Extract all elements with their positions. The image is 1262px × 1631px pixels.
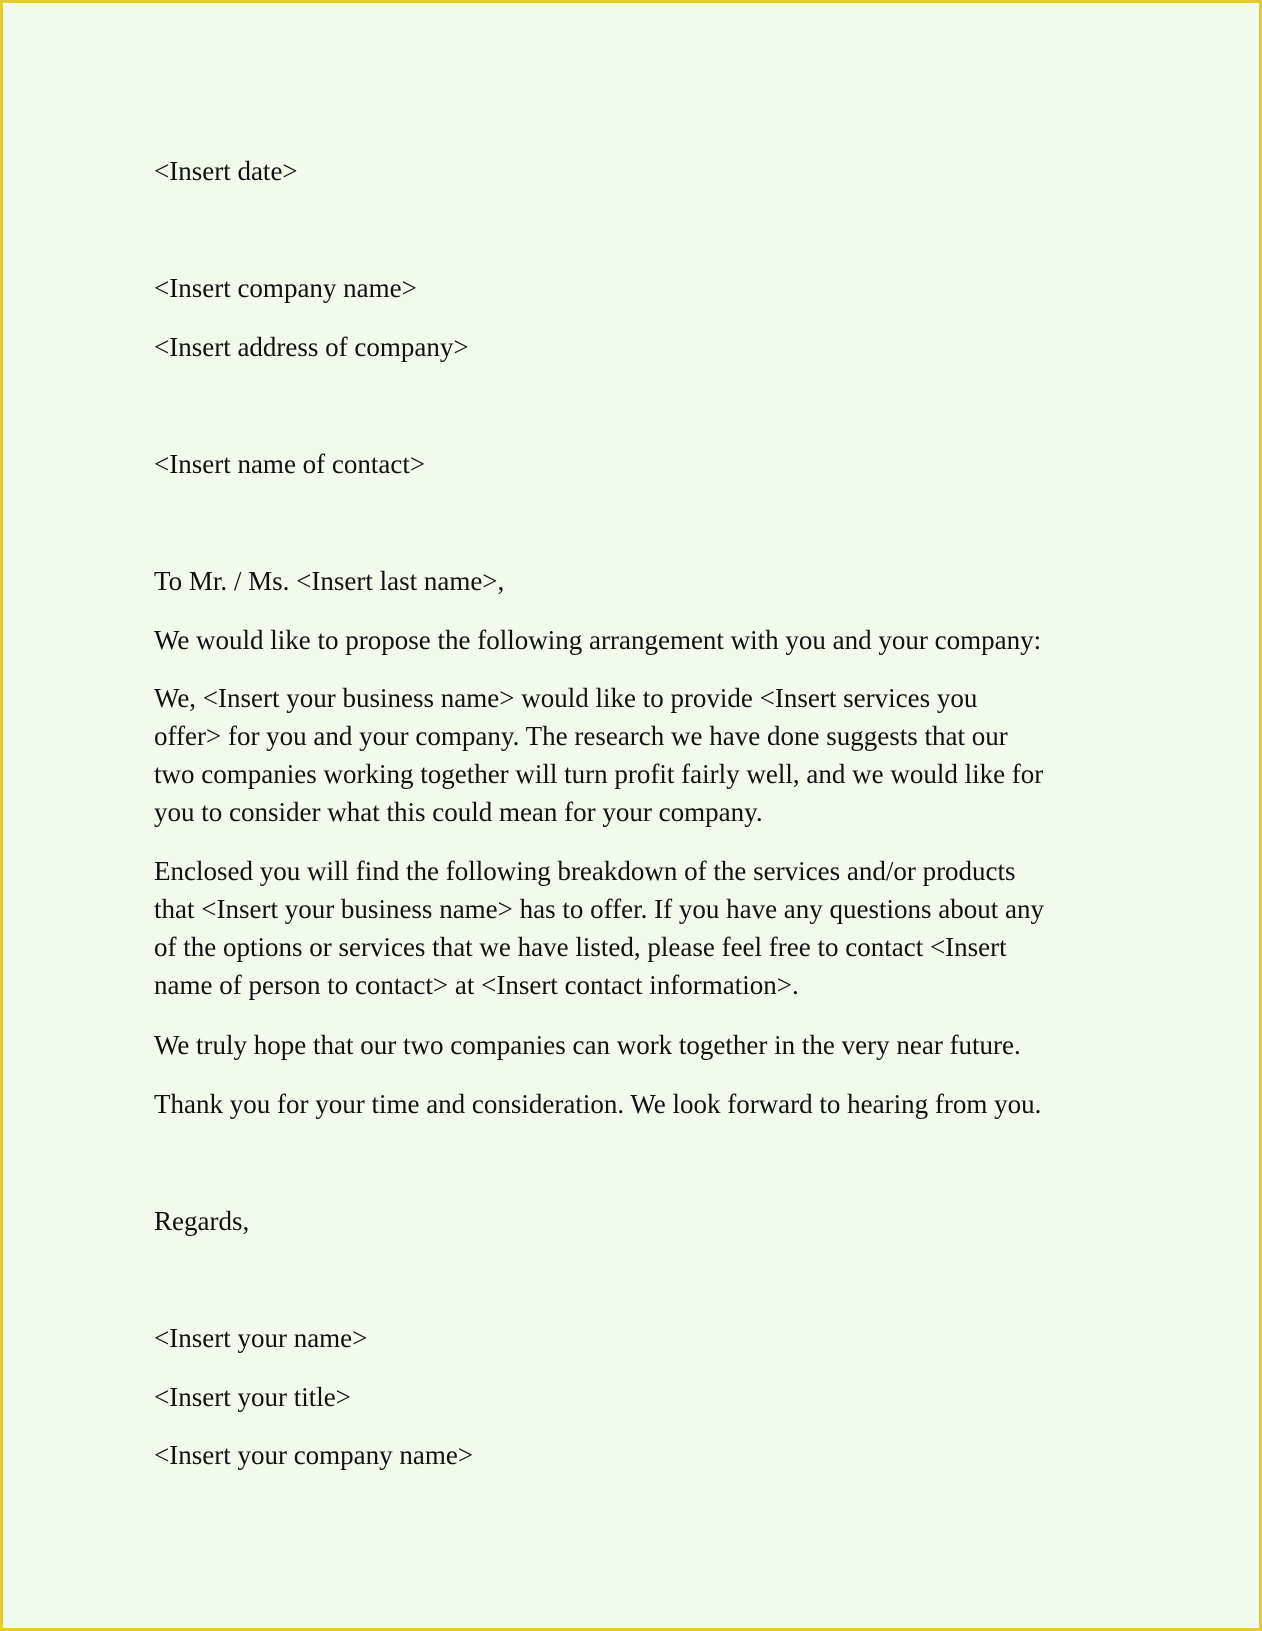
paragraph-thanks: Thank you for your time and consideration. We look forward to hearing from you. — [154, 1089, 1042, 1119]
signature-company: <Insert your company name> — [154, 1440, 474, 1470]
company-address-line: <Insert address of company> — [154, 332, 469, 362]
paragraph-line: name of person to contact> at <Insert contact information>. — [154, 970, 799, 1000]
signature-name: <Insert your name> — [154, 1323, 368, 1353]
closing: Regards, — [154, 1206, 250, 1236]
paragraph-hope: We truly hope that our two companies can work together in the very near future. — [154, 1030, 1021, 1060]
paragraph-line: that <Insert your business name> has to offer. If you have any questions about any — [154, 894, 1045, 924]
paragraph-line: of the options or services that we have listed, please feel free to contact <Insert — [154, 932, 1007, 962]
paragraph-line: offer> for you and your company. The research we have done suggests that our — [154, 721, 1008, 751]
contact-name-line: <Insert name of contact> — [154, 449, 426, 479]
company-name-line: <Insert company name> — [154, 273, 417, 303]
paragraph-line: Enclosed you will find the following breakdown of the services and/or products — [154, 856, 1016, 886]
intro-paragraph: We would like to propose the following arrangement with you and your company: — [154, 625, 1042, 655]
paragraph-enclosed — [154, 852, 1154, 1004]
signature-title: <Insert your title> — [154, 1382, 351, 1412]
paragraph-line: We, <Insert your business name> would like to provide <Insert services you — [154, 683, 978, 713]
salutation: To Mr. / Ms. <Insert last name>, — [154, 566, 505, 596]
paragraph-line: you to consider what this could mean for your company. — [154, 797, 763, 827]
paragraph-proposal — [154, 679, 1154, 831]
date-line: <Insert date> — [154, 156, 298, 186]
paragraph-line: two companies working together will turn profit fairly well, and we would like for — [154, 759, 1044, 789]
